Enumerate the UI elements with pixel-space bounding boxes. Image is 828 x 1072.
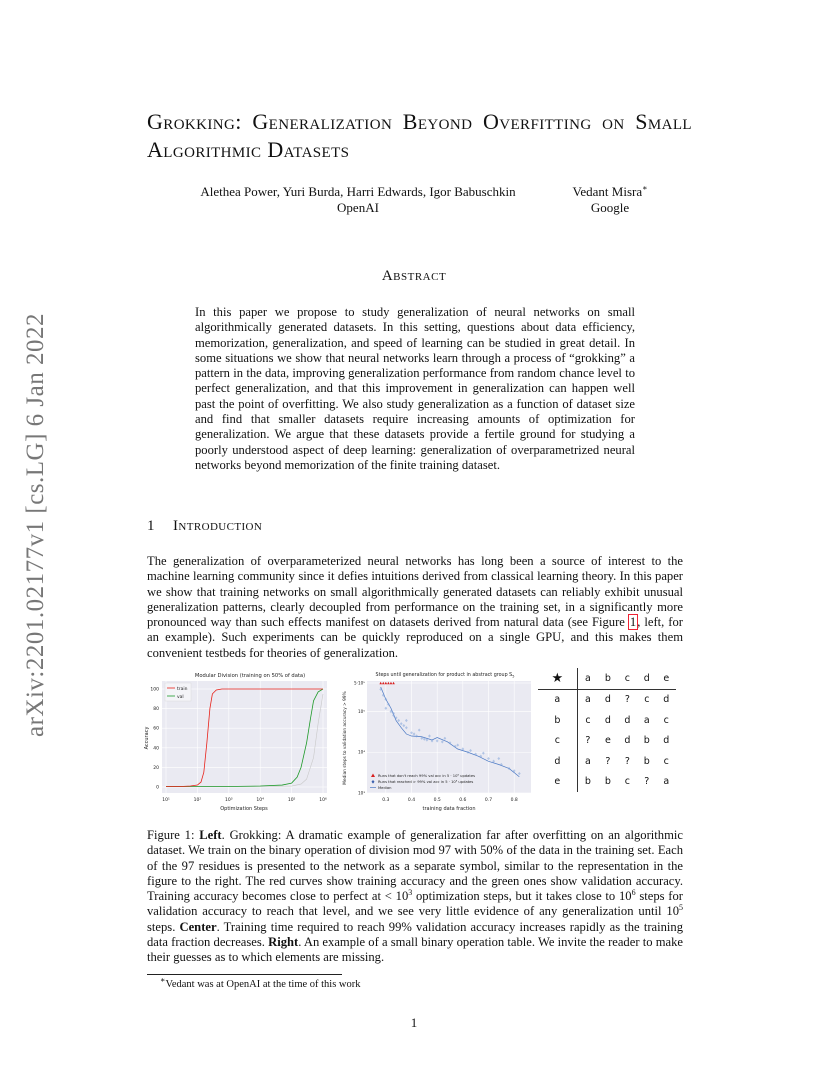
row-label: d [538, 751, 577, 772]
author-name: Vedant Misra [572, 184, 643, 199]
table-cell: ? [644, 776, 650, 788]
caption-text: . Training time required to reach 99% validation accuracy increases rapidly as the training data fraction decreases. [147, 919, 683, 950]
table-header: e [657, 668, 676, 689]
legend-median: Median [378, 786, 392, 790]
table-cell: d [624, 714, 631, 726]
table-row [538, 710, 676, 731]
x-tick-label: 0.7 [484, 798, 493, 803]
footnote-mark: ∗ [642, 183, 648, 193]
row-label: c [538, 731, 577, 752]
author-affiliation: Google [590, 200, 630, 215]
footnote-text: Vedant was at OpenAI at the time of this work [165, 979, 361, 990]
table-cell: a [643, 714, 650, 726]
figure-link[interactable]: 1 [629, 615, 637, 630]
legend-val: val [177, 695, 184, 700]
x-tick-label: 0.4 [407, 798, 416, 803]
author-affiliation: OpenAI [337, 200, 379, 215]
caption-bold-right: Right [268, 935, 299, 950]
table-row [538, 689, 676, 710]
y-axis-label: Median steps to validation accuracy > 99% [343, 691, 348, 785]
author-block-1 [193, 184, 523, 216]
x-tick-label: 10² [193, 798, 202, 803]
arxiv-id: arXiv:2201.02177v1 [cs.LG] 6 Jan 2022 [22, 313, 49, 737]
table-cell: c [624, 776, 630, 788]
table-cell: d [624, 735, 631, 747]
table-cell: ? [624, 755, 630, 767]
x-tick-label: 10³ [225, 798, 233, 803]
author-block-2 [560, 184, 660, 216]
intro-text: The generalization of overparameterized neural networks has long been a source of interest to the machine learning community since it defies intuitions derived from classical learning theory. In this paper we show that training networks on small algorithmically generated datasets can reliably exhibit unusual generalization patterns, clearly decoupled from performance on the training set, in a significantly more pronounced way than such effects manifest on datasets derived from natural data (see Figure [147, 554, 683, 630]
caption-exponent: 3 [408, 888, 413, 897]
table-cell: c [644, 694, 650, 706]
legend-reached: Runs that reached > 99% val acc in 5 · 10⁵ updates [378, 780, 474, 784]
table-header: a [577, 668, 598, 689]
steps-chart [340, 668, 540, 816]
caption-label: Figure 1: [147, 828, 200, 842]
table-cell: a [585, 694, 591, 706]
table-cell: d [604, 694, 611, 706]
caption-text: . An example of a small binary operation table. We invite the reader to make their guesses as to which elements are missing. [147, 935, 683, 965]
caption-text: optimization steps, but it takes close to 10 [412, 889, 632, 904]
section-title: Introduction [173, 518, 263, 534]
table-header: c [618, 668, 637, 689]
row-label: e [538, 772, 577, 793]
table-cell: b [643, 735, 650, 747]
section-heading [147, 518, 262, 535]
paper-title: Grokking: Generalization Beyond Overfitting on Small Algorithmic Datasets [147, 109, 692, 162]
table-cell: ? [624, 694, 630, 706]
author-names: Alethea Power, Yuri Burda, Harri Edwards, Igor Babuschkin [200, 184, 516, 199]
operation-table [538, 668, 676, 808]
intro-paragraph [147, 554, 683, 661]
table-cell: d [663, 694, 670, 706]
x-tick-label: 0.8 [510, 798, 518, 803]
table-cell: c [585, 714, 591, 726]
table-cell: a [585, 755, 591, 767]
grokking-chart [140, 668, 340, 816]
arxiv-sidebar-stamp [18, 295, 54, 755]
x-tick-label: 0.6 [459, 798, 467, 803]
y-tick-label: 0 [156, 785, 159, 791]
x-tick-label: 10⁵ [287, 798, 296, 803]
y-tick-label: 20 [153, 765, 159, 771]
table-cell: b [643, 755, 650, 767]
y-tick-label: 10⁴ [357, 749, 365, 755]
caption-bold-left: Left [199, 828, 222, 842]
caption-bold-center: Center [179, 919, 217, 934]
y-tick-label: 40 [153, 746, 159, 752]
y-tick-label: 60 [153, 726, 159, 732]
caption-text: steps. [147, 919, 180, 934]
x-tick-label: 10⁴ [256, 798, 264, 803]
caption-exponent: 6 [631, 888, 636, 897]
y-tick-label: 10³ [357, 790, 365, 796]
caption-text: . Grokking: A dramatic example of generalization far after overfitting on an algorithmic dataset. We train on the binary operation of division mod 97 with 50% of the data in the training set. Each of the 97 residues is presented to the network as a separate symbol, similar to the representation in the figure to the right. The red curves show training accuracy and the green ones show validation accuracy. Training accuracy becomes close to perfect at < 10 [147, 828, 683, 904]
footnote [160, 975, 361, 991]
footnote-rule [147, 974, 342, 975]
x-tick-label: 10⁶ [319, 798, 327, 803]
table-cell: b [604, 776, 611, 788]
table-cell: ? [605, 755, 611, 767]
page-number: 1 [410, 1015, 418, 1030]
row-label: b [538, 710, 577, 731]
section-number: 1 [147, 518, 155, 534]
table-row [538, 731, 676, 752]
y-tick-label: 10⁵ [357, 708, 365, 714]
table-cell: d [604, 714, 611, 726]
table-corner-star: ★ [538, 668, 577, 689]
abstract-heading: Abstract [381, 268, 447, 284]
y-tick-label: 100 [150, 687, 159, 693]
x-axis-label: Optimization Steps [220, 806, 268, 812]
table-cell: b [584, 776, 591, 788]
table-cell: d [663, 735, 670, 747]
x-axis-label: training data fraction [422, 806, 476, 812]
y-tick-label: 5·10⁵ [353, 680, 365, 686]
table-cell: a [663, 776, 670, 788]
x-tick-label: 0.3 [382, 798, 390, 803]
intro-text-cont: , left, for an example). Such experiments can be quickly reproduced on a single GPU, and this makes them convenient testbeds for theories of generalization. [147, 615, 683, 660]
legend-train: train [177, 687, 188, 692]
table-cell: c [663, 714, 669, 726]
table-cell: c [663, 755, 669, 767]
table-header: d [637, 668, 656, 689]
footnote-mark: ∗ [160, 975, 166, 985]
caption-text: steps for validation accuracy to reach that level, and we see very little evidence of any generalization until 10 [147, 889, 683, 919]
row-label: a [538, 689, 577, 710]
legend-not-reached: Runs that don't reach 99% val acc in 5 · 10⁵ updates [378, 774, 476, 778]
table-cell: ? [585, 735, 591, 747]
figure-caption [147, 828, 683, 966]
x-tick-label: 10¹ [162, 798, 170, 803]
table-row [538, 772, 676, 793]
chart-title: Steps until generalization for product in abstract group $S_5$ [375, 673, 515, 679]
caption-exponent: 5 [679, 903, 683, 913]
abstract-text: In this paper we propose to study generalization of neural networks on small algorithmically generated datasets. In this setting, questions about data efficiency, memorization, generalization, and speed of learning can be studied in great detail. In some situations we show that neural networks learn through a process of “grokking” a pattern in the data, improving generalization performance from random chance level to perfect generalization, and that this improvement in generalization can happen well past the point of overfitting. We also study generalization as a function of dataset size and find that smaller datasets require increasing amounts of optimization for generalization. We argue that these datasets provide a fertile ground for studying a poorly understood aspect of deep learning: generalization of overparametrized neural networks beyond memorization of the finite training dataset. [195, 305, 635, 472]
y-tick-label: 80 [153, 707, 159, 713]
table-header: b [598, 668, 617, 689]
table-row [538, 751, 676, 772]
legend [165, 683, 191, 701]
chart-title: Modular Division (training on 50% of data) [194, 673, 306, 679]
y-axis-label: Accuracy [144, 726, 150, 750]
x-tick-label: 0.5 [433, 798, 441, 803]
table-cell: e [605, 735, 611, 747]
